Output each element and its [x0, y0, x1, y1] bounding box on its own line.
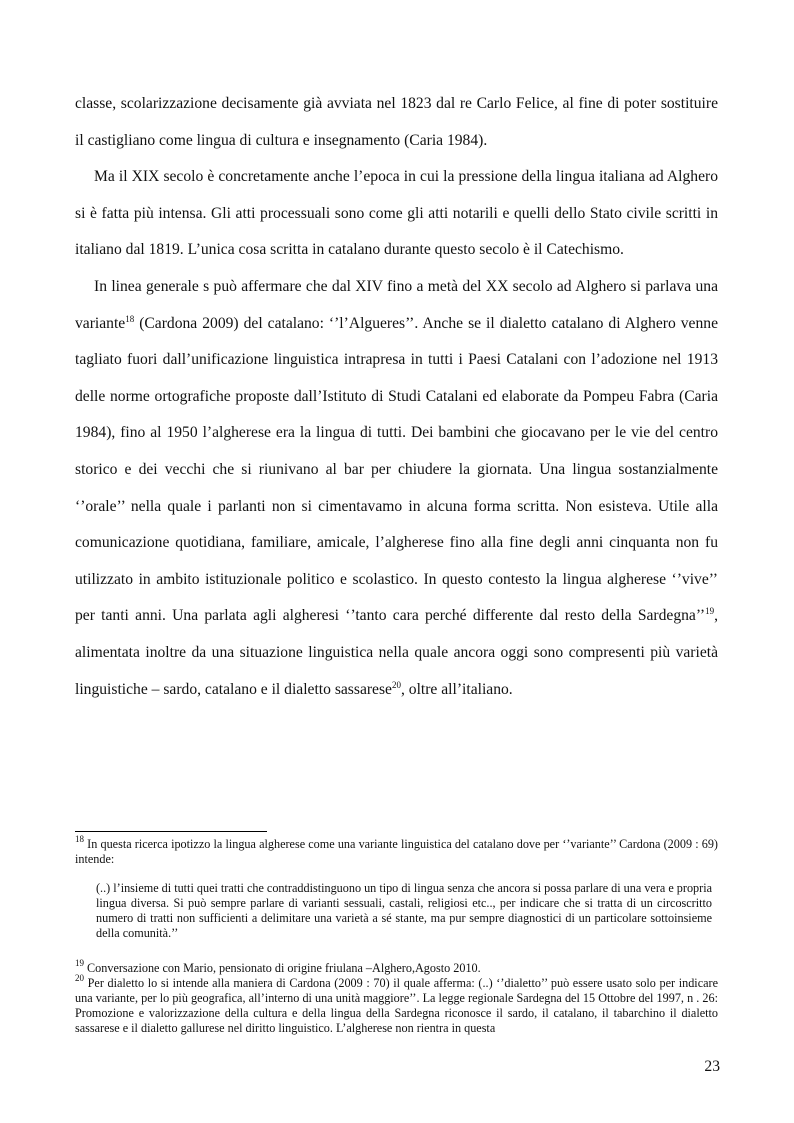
footnote-text: Per dialetto lo si intende alla maniera di Cardona (2009 : 70) il quale afferma: (..) ‘’dialetto’’ può essere usato solo per indicare una variante, per lo più geografica, all’interno di una unità maggiore’’. La legge regionale Sardegna del 15 Ottobre del 1997, n . 26: Promozione e valorizzazione della cultura e della lingua della Sardegna riconosce il sardo, il catalano, il tabarchino il dialetto sassarese e il dialetto gallurese nel diritto linguistico. L’algherese non rientra in questa — [75, 976, 718, 1035]
footnote-18-quote: (..) l’insieme di tutti quei tratti che contraddistinguono un tipo di lingua senza che ancora si possa parlare di una vera e propria lingua diversa. Si può sempre parlare di varianti sessuali, castali, religiosi etc.., per indicare che si tratta di un circoscritto numero di tratti non sufficienti a delimitare una varietà a sé stante, ma pur sempre diagnostici di un particolare sottoinsieme della comunità.’’ — [96, 881, 712, 940]
page-number: 23 — [704, 1058, 720, 1075]
footnote-ref-19[interactable]: 19 — [705, 606, 715, 617]
footnote-20 — [75, 973, 718, 1036]
footnote-number: 18 — [75, 834, 84, 844]
paragraph-3 — [75, 269, 718, 708]
footnote-separator — [75, 831, 267, 832]
paragraph-text: classe, scolarizzazione decisamente già avviata nel 1823 dal re Carlo Felice, al fine di poter sostituire il castigliano come lingua di cultura e insegnamento (Caria 1984). — [75, 95, 718, 149]
footnotes — [75, 834, 718, 1036]
footnote-number: 20 — [75, 973, 84, 983]
paragraph-text: (Cardona 2009) del catalano: ‘’l’Algueres’’. Anche se il dialetto catalano di Alghero venne tagliato fuori dall’unificazione linguistica intrapresa in tutti i Paesi Catalani con l’adozione nel 1913 delle norme ortografiche proposte dall’Istituto di Studi Catalani ed elaborate da Pompeu Fabra (Caria 1984), fino al 1950 l’algherese era la lingua di tutti. Dei bambini che giocavano per le vie del centro storico e dei vecchi che si riunivano al bar per chiudere la giornata. Una lingua sostanzialmente ‘’orale’’ nella quale i parlanti non si cimentavamo in alcuna forma scritta. Non esisteva. Utile alla comunicazione quotidiana, familiare, amicale, l’algherese fino alla fine degli anni cinquanta non fu utilizzato in ambito istituzionale politico e scolastico. In questo contesto la lingua algherese ‘’vive’’ per tanti anni. Una parlata agli algheresi ‘’tanto cara perché differente dal resto della Sardegna’’ — [75, 314, 718, 625]
paragraph-2 — [75, 159, 718, 269]
footnote-number: 19 — [75, 958, 84, 968]
paragraph-text: , alimentata inoltre da una situazione linguistica nella quale ancora oggi sono compresenti più varietà linguistiche – sardo, catalano e il dialetto sassarese — [75, 607, 718, 698]
paragraph-text: Ma il XIX secolo è concretamente anche l’epoca in cui la pressione della lingua italiana ad Alghero si è fatta più intensa. Gli atti processuali sono come gli atti notarili e quelli dello Stato civile scritti in italiano dal 1819. L’unica cosa scritta in catalano durante questo secolo è il Catechismo. — [75, 168, 718, 259]
footnote-text: Conversazione con Mario, pensionato di origine friulana –Alghero,Agosto 2010. — [84, 961, 481, 975]
body-text — [75, 86, 718, 708]
footnote-text: In questa ricerca ipotizzo la lingua algherese come una variante linguistica del catalano dove per ‘’variante’’ Cardona (2009 : 69) intende: — [75, 837, 718, 866]
paragraph-text: , oltre all’italiano. — [400, 680, 513, 698]
footnote-ref-20[interactable]: 20 — [391, 679, 401, 690]
footnote-19 — [75, 958, 718, 976]
paragraph-1 — [75, 86, 718, 159]
footnote-ref-18[interactable]: 18 — [125, 313, 135, 324]
footnote-18 — [75, 834, 718, 867]
paragraph-text: In linea generale s può affermare che dal XIV fino a metà del XX secolo ad Alghero si parlava una variante — [75, 277, 718, 332]
